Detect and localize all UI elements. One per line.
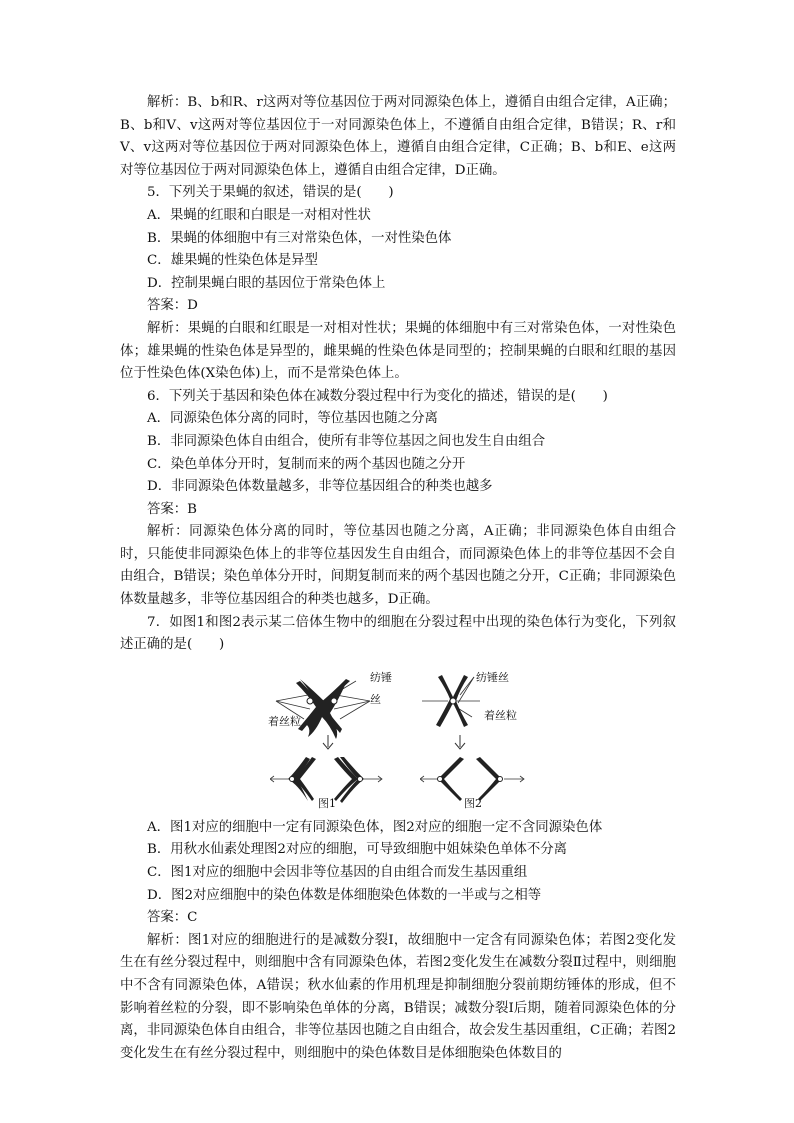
figure-2-spindle-label: 纺锤丝 <box>476 670 509 684</box>
paragraph: 5．下列关于果蝇的叙述，错误的是( ) <box>147 185 394 201</box>
text-line: 答案：B <box>147 501 198 517</box>
paragraph: 解析：图1对应的细胞进行的是减数分裂Ⅰ，故细胞中一定含有同源染色体；若图2变化发生在有丝分裂过程中，则细胞中含有同源染色体，若图2变化发生在减数分裂Ⅱ过程中，则细胞中不含有同源染色体，A错误；秋水仙素的作用机理是抑制细胞分裂前期纺锤体的形成，但不影响着丝粒的分裂，即不影响染色单体的分离，B错误；减数分裂Ⅰ后期，随着同源染色体的分离，非同源染色体自由组合，非等位基因也随之自由组合，故会发生基因重组，C正确；若图2变化发生在有丝分裂过程中，则细胞中的染色体数目是体细胞染色体数目的 <box>120 932 676 1061</box>
text-line: D．图2对应细胞中的染色体数是体细胞染色体数的一半或与之相等 <box>147 887 542 903</box>
text-line: B．果蝇的体细胞中有三对常染色体，一对性染色体 <box>147 230 452 246</box>
text-line: A．同源染色体分离的同时，等位基因也随之分离 <box>147 411 438 427</box>
text-line: D．控制果蝇白眼的基因位于常染色体上 <box>147 275 386 291</box>
text-line: D．非同源染色体数量越多，非等位基因组合的种类也越多 <box>147 479 493 495</box>
text-line: 答案：D <box>147 298 198 314</box>
document-body <box>120 92 676 1065</box>
figure-2 <box>420 661 550 809</box>
text-line: C．染色单体分开时，复制而来的两个基因也随之分开 <box>147 456 466 472</box>
figure-2-centromere-label: 着丝粒 <box>484 708 517 722</box>
figure-1-caption: 图1 <box>318 796 336 810</box>
paragraph: 解析：同源染色体分离的同时，等位基因也随之分离，A正确；非同源染色体自由组合时，只能使非同源染色体上的非等位基因发生自由组合，而同源染色体上的非等位基因不会自由组合，B错误；染色单体分开时，间期复制而来的两个基因也随之分开，C正确；非同源染色体数量越多，非等位基因组合的种类也越多，D正确。 <box>120 524 676 608</box>
figure-1 <box>270 661 400 809</box>
text-line: 答案：C <box>147 910 198 926</box>
text-line: A．图1对应的细胞中一定有同源染色体，图2对应的细胞一定不含同源染色体 <box>147 819 603 835</box>
paragraph: 解析：B、b和R、r这两对等位基因位于两对同源染色体上，遵循自由组合定律，A正确；B、b和V、v这两对等位基因位于一对同源染色体上，不遵循自由组合定律，B错误；R、r和V、v这两对等位基因位于两对同源染色体上，遵循自由组合定律，C正确；B、b和E、e这两对等位基因位于两对同源染色体上，遵循自由组合定律，D正确。 <box>120 95 676 178</box>
text-line: B．用秋水仙素处理图2对应的细胞，可导致细胞中姐妹染色单体不分离 <box>147 842 568 858</box>
figure-1-centromere-label: 着丝粒 <box>268 714 301 728</box>
figure-2-caption: 图2 <box>464 796 482 810</box>
text-line: B．非同源染色体自由组合，使所有非等位基因之间也发生自由组合 <box>147 433 546 449</box>
paragraph: 7．如图1和图2表示某二倍体生物中的细胞在分裂过程中出现的染色体行为变化，下列叙述正确的是( ) <box>120 614 676 653</box>
text-line: A．果蝇的红眼和白眼是一对相对性状 <box>147 207 371 223</box>
figure-1-spindle-label: 纺锤丝 <box>370 670 392 707</box>
chromosome-figure <box>120 661 676 811</box>
text-line: C．雄果蝇的性染色体是异型 <box>147 253 318 269</box>
text-line: C．图1对应的细胞中会因非等位基因的自由组合而发生基因重组 <box>147 865 528 881</box>
paragraph: 6．下列关于基因和染色体在减数分裂过程中行为变化的描述，错误的是( ) <box>147 388 608 404</box>
paragraph: 解析：果蝇的白眼和红眼是一对相对性状；果蝇的体细胞中有三对常染色体，一对性染色体；雄果蝇的性染色体是异型的，雌果蝇的性染色体是同型的；控制果蝇的白眼和红眼的基因位于性染色体(X染色体)上，而不是常染色体上。 <box>120 320 676 382</box>
